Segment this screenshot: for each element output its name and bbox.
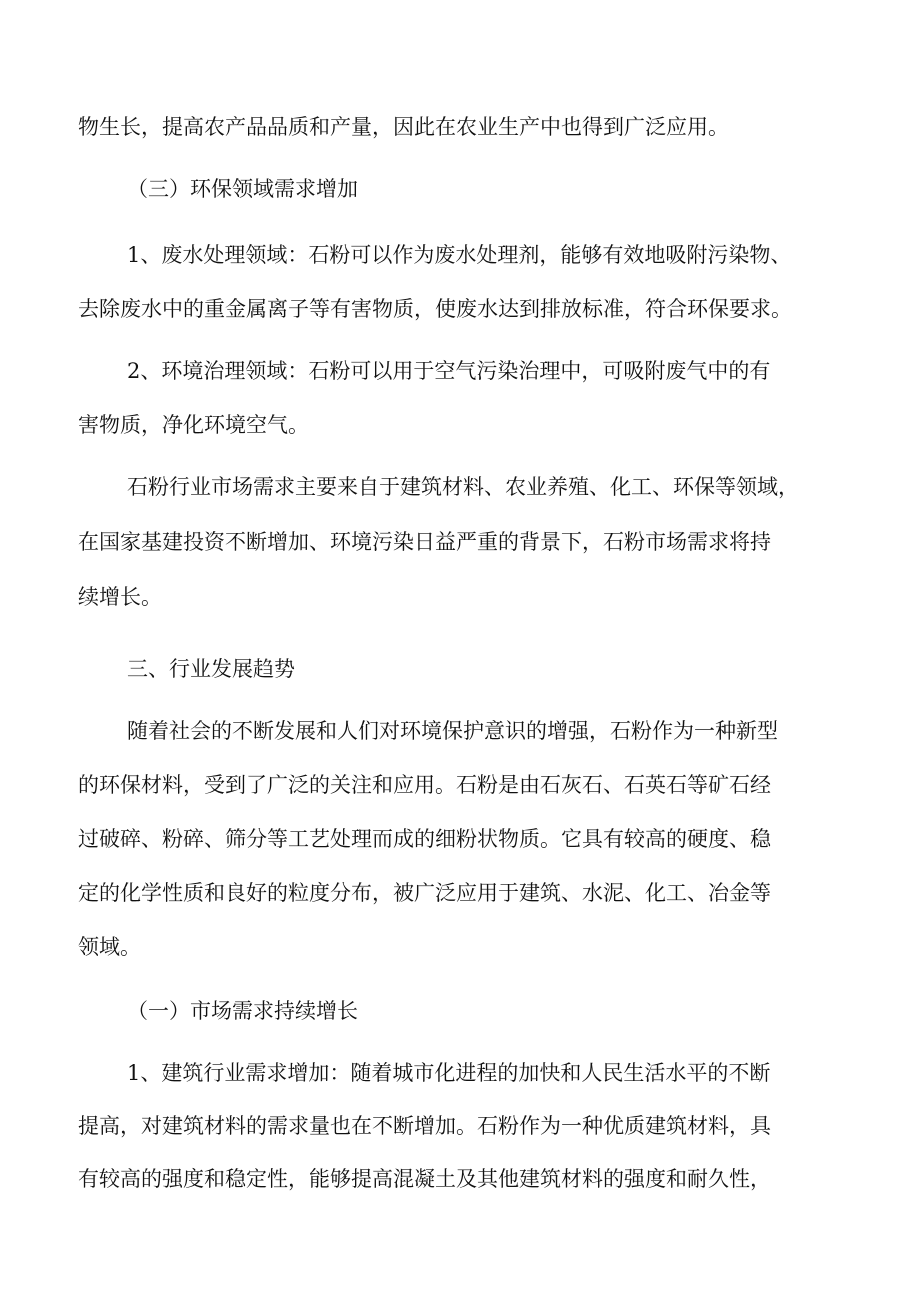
body-line: 有较高的强度和稳定性，能够提高混凝土及其他建筑材料的强度和耐久性， <box>78 1167 771 1191</box>
body-line: 提高，对建筑材料的需求量也在不断增加。石粉作为一种优质建筑材料，具 <box>78 1114 771 1138</box>
section-heading: （三）环保领域需求增加 <box>127 177 358 201</box>
body-line: 物生长，提高农产品品质和产量，因此在农业生产中也得到广泛应用。 <box>78 115 729 139</box>
body-line: 在国家基建投资不断增加、环境污染日益严重的背景下，石粉市场需求将持 <box>78 530 771 554</box>
body-line: 过破碎、粉碎、筛分等工艺处理而成的细粉状物质。它具有较高的硬度、稳 <box>78 827 771 851</box>
body-line: 的环保材料，受到了广泛的关注和应用。石粉是由石灰石、石英石等矿石经 <box>78 773 771 797</box>
body-line: 领域。 <box>78 935 141 959</box>
body-line: 随着社会的不断发展和人们对环境保护意识的增强，石粉作为一种新型 <box>127 719 778 743</box>
body-line: 定的化学性质和良好的粒度分布，被广泛应用于建筑、水泥、化工、冶金等 <box>78 881 771 905</box>
body-line: 2、环境治理领域：石粉可以用于空气污染治理中，可吸附废气中的有 <box>127 359 771 383</box>
body-line: 石粉行业市场需求主要来自于建筑材料、农业养殖、化工、环保等领域， <box>127 475 799 499</box>
body-line: 1、建筑行业需求增加：随着城市化进程的加快和人民生活水平的不断 <box>127 1061 771 1085</box>
body-line: 害物质，净化环境空气。 <box>78 413 309 437</box>
section-heading: （一）市场需求持续增长 <box>127 999 358 1023</box>
body-line: 1、废水处理领域：石粉可以作为废水处理剂，能够有效地吸附污染物、 <box>127 243 792 267</box>
body-line: 续增长。 <box>78 585 162 609</box>
section-heading: 三、行业发展趋势 <box>127 657 295 681</box>
body-line: 去除废水中的重金属离子等有害物质，使废水达到排放标准，符合环保要求。 <box>78 297 792 321</box>
